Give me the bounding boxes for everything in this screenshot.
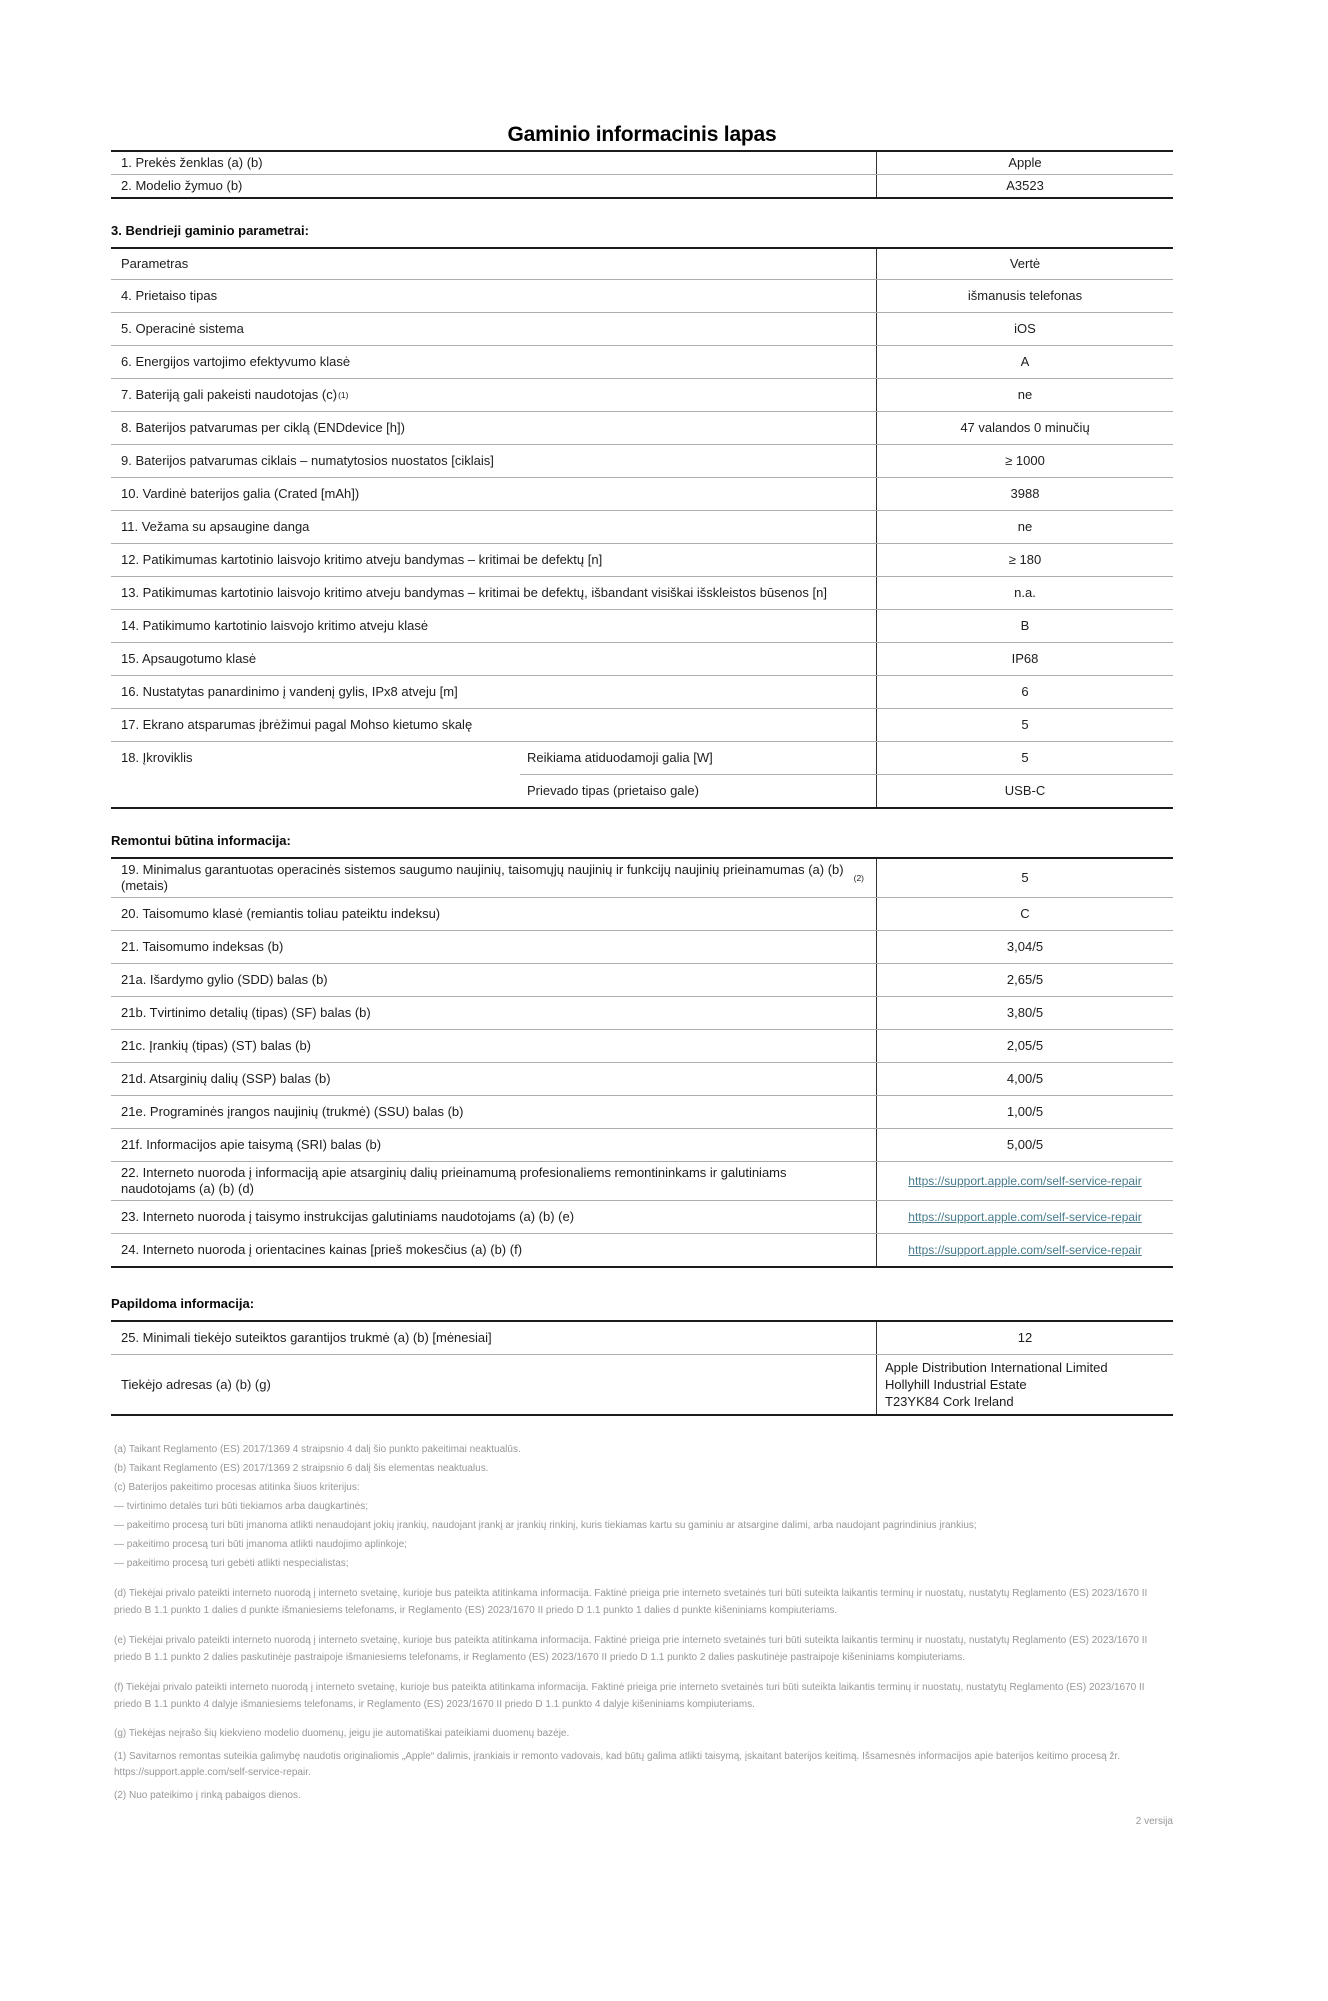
charger-subrow bbox=[520, 774, 1173, 807]
row-value: ≥ 180 bbox=[876, 544, 1173, 576]
table-row bbox=[111, 1095, 1173, 1128]
row-value: 1,00/5 bbox=[876, 1096, 1173, 1128]
footnote-c-item: — tvirtinimo detalės turi būti tiekiamos arba daugkartinės; bbox=[114, 1501, 369, 1512]
row-label: 7. Bateriją gali pakeisti naudotojas (c) (1) bbox=[121, 387, 349, 402]
table-row bbox=[111, 1128, 1173, 1161]
supplier-address-value bbox=[876, 1355, 1173, 1414]
row-label: 22. Interneto nuoroda į informaciją apie atsarginių dalių prieinamumą profesionaliems remontininkams ir galutiniams naudotojams (a) (b) (d) bbox=[121, 1165, 787, 1196]
row-value: išmanusis telefonas bbox=[876, 280, 1173, 312]
charger-power-label: Reikiama atiduodamoji galia [W] bbox=[527, 750, 713, 765]
row-label: 15. Apsaugotumo klasė bbox=[121, 651, 257, 666]
row-value: 3,04/5 bbox=[876, 931, 1173, 963]
table-row-supplier bbox=[111, 1354, 1173, 1414]
repair-info-heading: Remontui būtina informacija: bbox=[111, 833, 291, 848]
additional-info-table bbox=[111, 1320, 1173, 1416]
supplier-city: T23YK84 Cork Ireland bbox=[885, 1394, 1014, 1409]
warranty-value: 12 bbox=[876, 1322, 1173, 1354]
footnote-f: (f) Tiekėjai privalo pateikti interneto nuorodą į interneto svetainę, kurioje bus pateikta atitinkama informacija. Faktinė prieiga prie interneto svetainės turi būti suteikta laikantis terminų ir nuostatų, nustatytų Reglamento (ES) 2023/1670 II priedo B 1.1 punkto 4 dalyje išmaniesiems telefonams, ir Reglamento (ES) 2023/1670 II priedo D 1.1 punkto 4 dalyje kišeniniams kompiuteriams. bbox=[114, 1682, 1145, 1710]
table-row-link bbox=[111, 1233, 1173, 1266]
footnote-c-item: — pakeitimo procesą turi būti įmanoma atlikti naudojimo aplinkoje; bbox=[114, 1539, 407, 1550]
row-label: 21c. Įrankių (tipas) (ST) balas (b) bbox=[121, 1038, 312, 1053]
table-row bbox=[111, 477, 1173, 510]
row-value: 2,05/5 bbox=[876, 1030, 1173, 1062]
table-row bbox=[111, 963, 1173, 996]
table-row bbox=[111, 675, 1173, 708]
row-label: 24. Interneto nuoroda į orientacines kainas [prieš mokesčius (a) (b) (f) bbox=[121, 1242, 523, 1257]
row-value: 2,65/5 bbox=[876, 964, 1173, 996]
footnote-b: (b) Taikant Reglamento (ES) 2017/1369 2 straipsnio 6 dalį šis elementas neaktualus. bbox=[114, 1463, 489, 1474]
row-value: C bbox=[876, 898, 1173, 930]
table-row bbox=[111, 1062, 1173, 1095]
self-service-repair-link[interactable]: https://support.apple.com/self-service-repair bbox=[908, 1243, 1142, 1257]
version-label: 2 versija bbox=[1135, 1816, 1173, 1827]
row-value: 4,00/5 bbox=[876, 1063, 1173, 1095]
footnote-1: (1) Savitarnos remontas suteikia galimybę naudotis originaliomis „Apple“ dalimis, įrankiais ir remonto vadovais, kad būtų galima atlikti taisymą, įskaitant baterijos keitimą. Išsamesnės informacijos apie baterijos keitimo procesą žr. https://support.apple.com/self-service-repair. bbox=[114, 1751, 1120, 1778]
footnote-c: (c) Baterijos pakeitimo procesas atitinka šiuos kriterijus: bbox=[114, 1482, 360, 1493]
row-value: iOS bbox=[876, 313, 1173, 345]
row-label: 20. Taisomumo klasė (remiantis toliau pateiktu indeksu) bbox=[121, 906, 441, 921]
repair-info-table bbox=[111, 857, 1173, 1268]
row-value: 3,80/5 bbox=[876, 997, 1173, 1029]
footnotes bbox=[111, 1442, 1173, 1804]
row-value bbox=[876, 1234, 1173, 1266]
general-parameters-table bbox=[111, 247, 1173, 809]
footnote-c-item: — pakeitimo procesą turi gebėti atlikti nespecialistas; bbox=[114, 1558, 349, 1569]
row-label: 13. Patikimumas kartotinio laisvojo kritimo atveju bandymas – kritimai be defektų, išbandant visiškai išskleistos būsenos [n] bbox=[121, 585, 827, 600]
table-row bbox=[111, 609, 1173, 642]
additional-info-heading: Papildoma informacija: bbox=[111, 1296, 255, 1311]
row-label: 21f. Informacijos apie taisymą (SRI) balas (b) bbox=[121, 1137, 382, 1152]
table-row bbox=[111, 642, 1173, 675]
table-row bbox=[111, 411, 1173, 444]
table-header-row bbox=[111, 249, 1173, 279]
row-label: 14. Patikimumo kartotinio laisvojo kritimo atveju klasė bbox=[121, 618, 429, 633]
supplier-name: Apple Distribution International Limited bbox=[885, 1360, 1108, 1375]
row-label: 10. Vardinė baterijos galia (Crated [mAh]) bbox=[121, 486, 360, 501]
table-row-brand bbox=[111, 152, 1173, 174]
table-row bbox=[111, 930, 1173, 963]
row-value: A bbox=[876, 346, 1173, 378]
row-value: 5 bbox=[876, 709, 1173, 741]
row-label: 17. Ekrano atsparumas įbrėžimui pagal Mohso kietumo skalę bbox=[121, 717, 473, 732]
table-row bbox=[111, 708, 1173, 741]
model-label: 2. Modelio žymuo (b) bbox=[121, 178, 243, 193]
column-header-parameter: Parametras bbox=[121, 256, 189, 271]
table-row-link bbox=[111, 1200, 1173, 1233]
footnote-a: (a) Taikant Reglamento (ES) 2017/1369 4 straipsnio 4 dalį šio punkto pakeitimai neaktualūs. bbox=[114, 1444, 521, 1455]
table-row bbox=[111, 510, 1173, 543]
table-row bbox=[111, 1029, 1173, 1062]
product-info-sheet bbox=[111, 122, 1173, 1827]
table-row-model bbox=[111, 174, 1173, 197]
row-label: 8. Baterijos patvarumas per ciklą (ENDdevice [h]) bbox=[121, 420, 405, 435]
table-row bbox=[111, 996, 1173, 1029]
table-row bbox=[111, 543, 1173, 576]
row-value bbox=[876, 1201, 1173, 1233]
row-label: 21. Taisomumo indeksas (b) bbox=[121, 939, 284, 954]
row-label: 19. Minimalus garantuotas operacinės sistemos saugumo naujinių, taisomųjų naujinių ir funkcijų naujinių prieinamumas (a) (b) (metais) (2) bbox=[121, 862, 864, 893]
table-row bbox=[111, 897, 1173, 930]
row-label-text: 7. Bateriją gali pakeisti naudotojas (c) bbox=[121, 387, 338, 402]
row-value: n.a. bbox=[876, 577, 1173, 609]
row-label: 9. Baterijos patvarumas ciklais – numatytosios nuostatos [ciklais] bbox=[121, 453, 494, 468]
footnote-2: (2) Nuo pateikimo į rinką pabaigos dienos. bbox=[114, 1790, 301, 1801]
table-row bbox=[111, 576, 1173, 609]
footnote-g: (g) Tiekėjas neįrašo šių kiekvieno modelio duomenų, jeigu jie automatiškai pateikiami duomenų bazėje. bbox=[114, 1728, 570, 1739]
supplier-street: Hollyhill Industrial Estate bbox=[885, 1377, 1027, 1392]
charger-sub-table bbox=[520, 742, 1173, 807]
table-row-link bbox=[111, 1161, 1173, 1200]
row-label: 5. Operacinė sistema bbox=[121, 321, 244, 336]
row-value: ne bbox=[876, 511, 1173, 543]
table-row bbox=[111, 345, 1173, 378]
footnote-e: (e) Tiekėjai privalo pateikti interneto nuorodą į interneto svetainę, kurioje bus pateikta atitinkama informacija. Faktinė prieiga prie interneto svetainės turi būti suteikta laikantis terminų ir nuostatų, nustatytų Reglamento (ES) 2023/1670 II priedo B 1.1 punkto 2 dalies paskutinėje pastraipoje išmaniesiems telefonams, ir Reglamento (ES) 2023/1670 II priedo D 1.1 punkto 2 dalies paskutinėje pastraipoje kišeniniams kompiuteriams. bbox=[114, 1635, 1148, 1663]
row-label: 21d. Atsarginių dalių (SSP) balas (b) bbox=[121, 1071, 331, 1086]
row-label: 21a. Išardymo gylio (SDD) balas (b) bbox=[121, 972, 328, 987]
self-service-repair-link[interactable]: https://support.apple.com/self-service-repair bbox=[908, 1174, 1142, 1188]
brand-value: Apple bbox=[876, 152, 1173, 174]
row-label: 11. Vežama su apsaugine danga bbox=[121, 519, 310, 534]
charger-label: 18. Įkroviklis bbox=[121, 750, 193, 765]
row-value: 5 bbox=[876, 859, 1173, 897]
charger-subrow bbox=[520, 742, 1173, 774]
row-value: 3988 bbox=[876, 478, 1173, 510]
row-label: 6. Energijos vartojimo efektyvumo klasė bbox=[121, 354, 351, 369]
row-label: 23. Interneto nuoroda į taisymo instrukcijas galutiniams naudotojams (a) (b) (e) bbox=[121, 1209, 575, 1224]
column-header-value: Vertė bbox=[876, 249, 1173, 279]
row-value: ≥ 1000 bbox=[876, 445, 1173, 477]
table-row bbox=[111, 444, 1173, 477]
table-row-warranty bbox=[111, 1322, 1173, 1354]
charger-port-label: Prievado tipas (prietaiso gale) bbox=[527, 783, 699, 798]
row-value: ne bbox=[876, 379, 1173, 411]
table-row bbox=[111, 859, 1173, 897]
general-parameters-heading: 3. Bendrieji gaminio parametrai: bbox=[111, 223, 309, 238]
charger-power-value: 5 bbox=[876, 742, 1173, 774]
row-value: 47 valandos 0 minučių bbox=[876, 412, 1173, 444]
charger-port-value: USB-C bbox=[876, 775, 1173, 807]
identification-table bbox=[111, 150, 1173, 199]
row-label: 12. Patikimumas kartotinio laisvojo kritimo atveju bandymas – kritimai be defektų [n] bbox=[121, 552, 603, 567]
model-value: A3523 bbox=[876, 175, 1173, 197]
warranty-label: 25. Minimali tiekėjo suteiktos garantijos trukmė (a) (b) [mėnesiai] bbox=[121, 1330, 492, 1345]
row-label: 16. Nustatytas panardinimo į vandenį gylis, IPx8 atveju [m] bbox=[121, 684, 458, 699]
row-label-text: 19. Minimalus garantuotas operacinės sistemos saugumo naujinių, taisomųjų naujinių ir funkcijų naujinių prieinamumas (a) (b) (metais) bbox=[121, 862, 844, 893]
table-row-charger bbox=[111, 741, 1173, 807]
table-row bbox=[111, 279, 1173, 312]
brand-label: 1. Prekės ženklas (a) (b) bbox=[121, 155, 263, 170]
footnote-d: (d) Tiekėjai privalo pateikti interneto nuorodą į interneto svetainę, kurioje bus pateikta atitinkama informacija. Faktinė prieiga prie interneto svetainės turi būti suteikta laikantis terminų ir nuostatų, nustatytų Reglamento (ES) 2023/1670 II priedo B 1.1 punkto 1 dalies d punkte išmaniesiems telefonams, ir Reglamento (ES) 2023/1670 II priedo D 1.1 punkto 1 dalies d punkte kišeniniams kompiuteriams. bbox=[114, 1588, 1148, 1616]
row-value: IP68 bbox=[876, 643, 1173, 675]
table-row bbox=[111, 312, 1173, 345]
row-label: 21b. Tvirtinimo detalių (tipas) (SF) balas (b) bbox=[121, 1005, 371, 1020]
supplier-address-label: Tiekėjo adresas (a) (b) (g) bbox=[121, 1376, 271, 1392]
row-value bbox=[876, 1162, 1173, 1200]
row-value: 5,00/5 bbox=[876, 1129, 1173, 1161]
row-value: 6 bbox=[876, 676, 1173, 708]
row-label: 4. Prietaiso tipas bbox=[121, 288, 218, 303]
footnote-c-item: — pakeitimo procesą turi būti įmanoma atlikti nenaudojant jokių įrankių, naudojant įrankį ar įrankių rinkinį, kuris tiekiamas kartu su gaminiu ar atsargine dalimi, arba naudojant pagrindinius įrankius; bbox=[114, 1520, 977, 1531]
page-title: Gaminio informacinis lapas bbox=[507, 123, 777, 146]
self-service-repair-link[interactable]: https://support.apple.com/self-service-repair bbox=[908, 1210, 1142, 1224]
table-row bbox=[111, 378, 1173, 411]
row-value: B bbox=[876, 610, 1173, 642]
row-label: 21e. Programinės įrangos naujinių (trukmė) (SSU) balas (b) bbox=[121, 1104, 464, 1119]
